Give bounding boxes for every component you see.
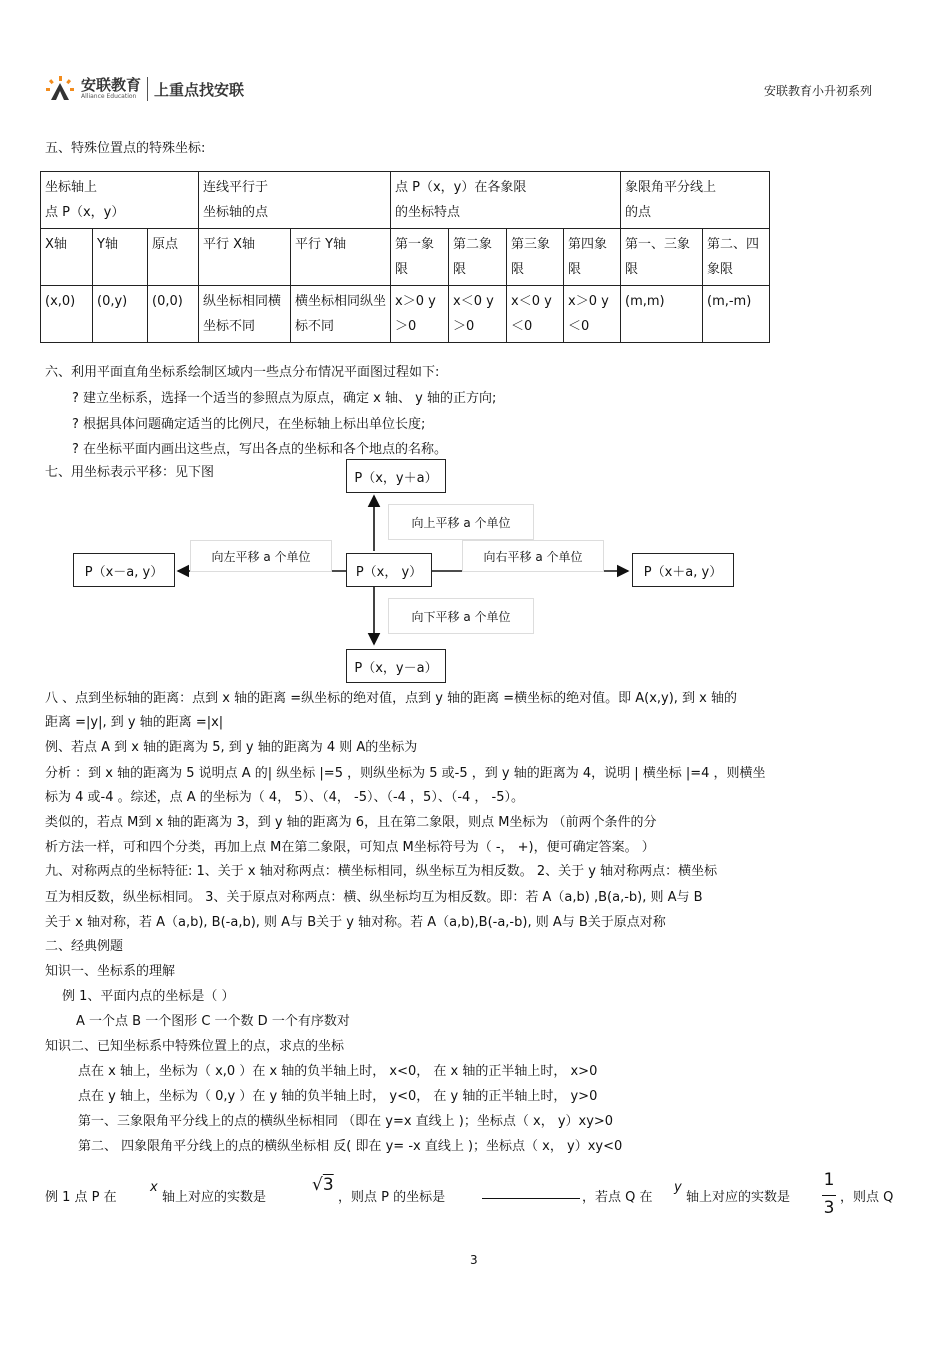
table-cell: 平行 X轴: [199, 229, 291, 286]
sqrt-radicand: 3: [322, 1175, 334, 1195]
series-title: 安联教育小升初系列: [764, 84, 873, 98]
section8-line: 分析 ：到 x 轴的距离为 5 说明点 A 的| 纵坐标 |=5 ，则纵坐标为 5 或-5 ，到 y 轴的距离为 4，说明 | 横坐标 |=4 ，则横坐: [45, 766, 766, 781]
sqrt-icon: √3: [312, 1175, 334, 1195]
up-translation-label: 向上平移 a 个单位: [388, 504, 534, 540]
section9-line: 关于 x 轴对称，若 A（a,b), B(-a,b), 则 A与 B关于 y 轴对称。若 A（a,b),B(-a,-b), 则 A与 B关于原点对称: [45, 915, 666, 930]
fraction-bar: [822, 1195, 836, 1196]
last-example-text: ，若点 Q 在: [582, 1190, 653, 1205]
point-center-box: P（x， y）: [346, 553, 432, 587]
table-cell: x＜0 y＞0: [449, 286, 507, 343]
table-cell: 第一象限: [391, 229, 449, 286]
knowledge-two-line: 第一、三象限角平分线上的点的横纵坐标相同 （即在 y=x 直线上 )；坐标点（ x， y）xy>0: [78, 1114, 614, 1129]
last-example-text: 轴上对应的实数是: [686, 1190, 791, 1205]
section8-line: 析方法一样，可和四个分类，再加上点 M在第二象限，可知点 M坐标符号为（ -， +)，便可确定答案。 ）: [45, 840, 655, 855]
section7-title: 七、用坐标表示平移：见下图: [45, 465, 215, 480]
last-example-text: ，则点 P 的坐标是: [338, 1190, 446, 1205]
answer-blank: [482, 1198, 580, 1199]
slogan: 上重点找安联: [154, 80, 245, 99]
knowledge-two-title: 知识二、已知坐标系中特殊位置上的点，求点的坐标: [45, 1039, 345, 1054]
table-cell: 第三象限: [507, 229, 564, 286]
table-cell: X轴: [41, 229, 93, 286]
table-cell: x＞0 y＞0: [391, 286, 449, 343]
section8-line: 距离 =|y|, 到 y 轴的距离 =|x|: [45, 715, 224, 730]
point-left-box: P（x－a, y）: [73, 553, 175, 587]
table-cell: 第四象限: [564, 229, 621, 286]
table-cell: 第二象限: [449, 229, 507, 286]
y-variable: y: [674, 1180, 682, 1195]
brand-english: Alliance Education: [81, 92, 137, 100]
section8-line: 例、若点 A 到 x 轴的距离为 5, 到 y 轴的距离为 4 则 A的坐标为: [45, 740, 418, 755]
table-header-cell: 连线平行于 坐标轴的点: [199, 172, 391, 229]
x-variable: x: [150, 1180, 158, 1195]
last-example-text: ，则点 Q: [840, 1190, 894, 1205]
table-cell: 平行 Y轴: [291, 229, 391, 286]
left-translation-label: 向左平移 a 个单位: [190, 540, 332, 572]
fraction-denominator: 3: [823, 1198, 835, 1218]
table-cell: 纵坐标相同横坐标不同: [199, 286, 291, 343]
table-cell: (0,y): [93, 286, 148, 343]
section8-line: 标为 4 或-4 。综述，点 A 的坐标为（ 4， 5）、（4， -5）、（-4 ，5）、（-4 ， -5）。: [45, 790, 525, 805]
table-cell: (m,m): [621, 286, 703, 343]
section9-line: 九、对称两点的坐标特征: 1、关于 x 轴对称两点：横坐标相同，纵坐标互为相反数。 2、关于 y 轴对称两点：横坐标: [45, 864, 718, 879]
right-translation-label: 向右平移 a 个单位: [462, 540, 604, 572]
last-example-text: 轴上对应的实数是: [162, 1190, 267, 1205]
example1-options: A 一个点 B 一个图形 C 一个数 D 一个有序数对: [76, 1014, 350, 1029]
section2-title: 二、经典例题: [45, 939, 124, 954]
fraction-numerator: 1: [823, 1170, 835, 1190]
table-cell: (m,-m): [703, 286, 770, 343]
table-cell: (0,0): [148, 286, 199, 343]
table-cell: 横坐标相同纵坐标不同: [291, 286, 391, 343]
table-cell: 第一、三象限: [621, 229, 703, 286]
example1-question: 例 1、平面内点的坐标是（ ）: [62, 989, 235, 1004]
knowledge-two-line: 第二、 四象限角平分线上的点的横纵坐标相 反( 即在 y= -x 直线上 )；坐标点（ x， y）xy<0: [78, 1139, 623, 1154]
table-cell: x＜0 y＜0: [507, 286, 564, 343]
brand-name: 安联教育: [81, 75, 142, 94]
knowledge-one-title: 知识一、坐标系的理解: [45, 964, 176, 979]
last-example-prefix: 例 1 点 P 在: [45, 1190, 117, 1205]
section8-line: 八 、点到坐标轴的距离：点到 x 轴的距离 =纵坐标的绝对值，点到 y 轴的距离 =横坐标的绝对值。即 A(x,y), 到 x 轴的: [45, 691, 738, 706]
table-cell: x＞0 y＜0: [564, 286, 621, 343]
point-down-box: P（x，y－a）: [346, 649, 446, 683]
table-cell: 第二、四象限: [703, 229, 770, 286]
knowledge-two-line: 点在 y 轴上，坐标为（ 0,y ）在 y 轴的负半轴上时， y<0， 在 y 轴的正半轴上时， y>0: [78, 1089, 598, 1104]
section6-step: ? 建立坐标系，选择一个适当的参照点为原点，确定 x 轴、 y 轴的正方向;: [72, 391, 497, 406]
point-right-box: P（x＋a, y）: [632, 553, 734, 587]
section6-title: 六、利用平面直角坐标系绘制区域内一些点分布情况平面图过程如下:: [45, 365, 440, 380]
table-cell: 原点: [148, 229, 199, 286]
table-header-cell: 象限角平分线上 的点: [621, 172, 770, 229]
table-header-cell: 点 P（x，y）在各象限 的坐标特点: [391, 172, 621, 229]
section9-line: 互为相反数，纵坐标相同。 3、关于原点对称两点：横、纵坐标均互为相反数。即：若 A（a,b) ,B(a,-b), 则 A与 B: [45, 890, 703, 905]
page-number: 3: [470, 1253, 478, 1267]
section8-line: 类似的，若点 M到 x 轴的距离为 3，到 y 轴的距离为 6，且在第二象限，则点 M坐标为 （前两个条件的分: [45, 815, 657, 830]
down-translation-label: 向下平移 a 个单位: [388, 598, 534, 634]
table-cell: (x,0): [41, 286, 93, 343]
section6-step: ? 在坐标平面内画出这些点，写出各点的坐标和各个地点的名称。: [72, 442, 448, 457]
table-header-cell: 坐标轴上 点 P（x，y）: [41, 172, 199, 229]
section6-step: ? 根据具体问题确定适当的比例尺，在坐标轴上标出单位长度;: [72, 417, 426, 432]
table-cell: Y轴: [93, 229, 148, 286]
knowledge-two-line: 点在 x 轴上，坐标为（ x,0 ）在 x 轴的负半轴上时， x<0， 在 x 轴的正半轴上时， x>0: [78, 1064, 598, 1079]
section5-title: 五、特殊位置点的特殊坐标:: [45, 141, 206, 156]
point-up-box: P（x，y＋a）: [346, 459, 446, 493]
